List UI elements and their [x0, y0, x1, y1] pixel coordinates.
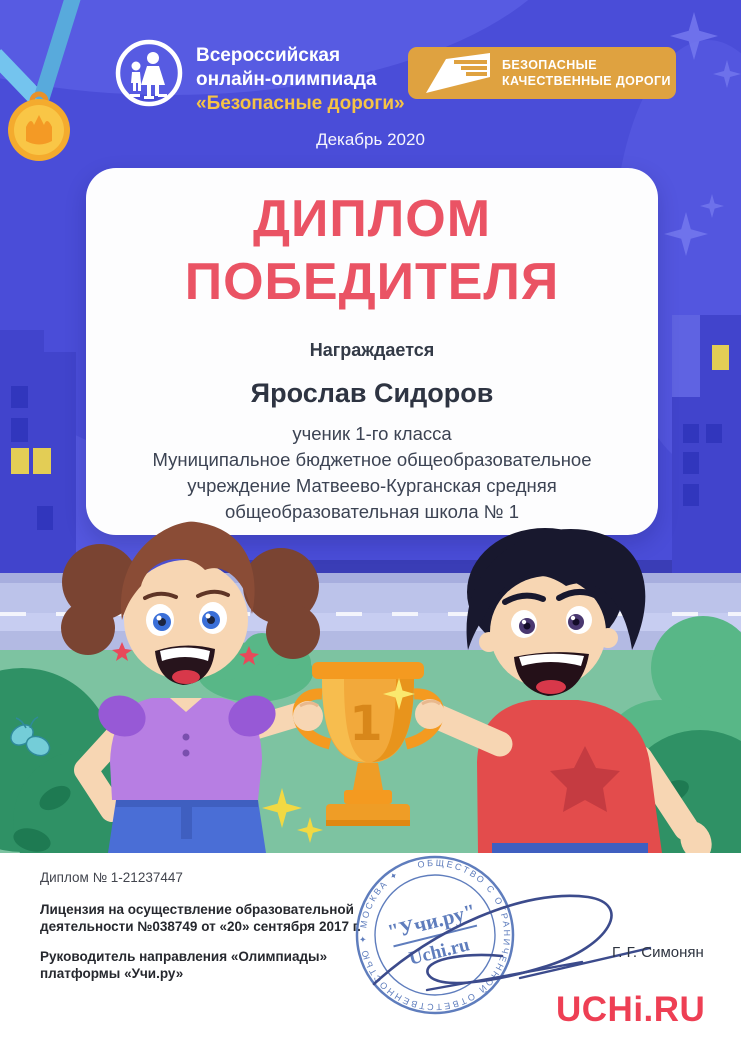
- lit-window: [33, 448, 51, 474]
- grade-line: ученик 1-го класса: [292, 423, 452, 444]
- olympiad-title-line1: Всероссийская: [196, 45, 341, 66]
- license-text: [40, 901, 361, 935]
- olympiad-logo-icon: [114, 38, 184, 108]
- school-line2: учреждение Матвеево-Курганская средняя: [187, 475, 557, 496]
- sparkle-icon: [297, 817, 323, 843]
- stamp-center-line2: Uchi.ru: [406, 934, 472, 970]
- signatory-role: [40, 948, 327, 982]
- sparkle-icon: [262, 788, 302, 828]
- national-projects-flag-icon: [424, 51, 492, 95]
- lit-window: [712, 345, 729, 370]
- girl-hand: [293, 701, 323, 731]
- boy-hand: [415, 699, 445, 729]
- stamp-center-line1: "Учи.ру": [385, 898, 479, 944]
- olympiad-title: [196, 44, 405, 116]
- date-label: Декабрь 2020: [316, 130, 425, 149]
- national-project-badge: [408, 47, 676, 99]
- diploma-title-line1: ДИПЛОМ: [252, 190, 492, 248]
- lit-window: [11, 448, 29, 474]
- license-line2: деятельности №038749 от «20» сентября 2017 г.: [40, 919, 361, 934]
- diploma-number: Диплом № 1-21237447: [40, 870, 183, 885]
- olympiad-title-line2: онлайн-олимпиада: [196, 69, 377, 90]
- awarded-label: Награждается: [309, 340, 435, 360]
- school-line1: Муниципальное бюджетное общеобразовательное: [152, 449, 592, 470]
- school-line3: общеобразовательная школа № 1: [224, 501, 520, 522]
- badge-text: [502, 57, 671, 89]
- stamp-ring-text: ОБЩЕСТВО С ОГРАНИЧЕННОЙ ОТВЕТСТВЕННОСТЬЮ ✦ МОСКВА ✦: [357, 857, 513, 1013]
- illustration-scene: [0, 493, 741, 853]
- trophy-icon: [293, 662, 445, 826]
- diploma-title-line2: ПОБЕДИТЕЛЯ: [184, 253, 560, 311]
- earring: [112, 642, 132, 661]
- certificate-card: [86, 168, 658, 535]
- role-line2: платформы «Учи.ру»: [40, 966, 184, 981]
- badge-line2: КАЧЕСТВЕННЫЕ ДОРОГИ: [502, 74, 671, 88]
- recipient-name: Ярослав Сидоров: [250, 378, 494, 408]
- diploma-title: [86, 188, 658, 314]
- role-line1: Руководитель направления «Олимпиады»: [40, 949, 328, 964]
- badge-line1: БЕЗОПАСНЫЕ: [502, 58, 598, 72]
- signature: [352, 862, 672, 1002]
- trophy-number: 1: [349, 696, 383, 752]
- uchi-ru-logo: UCHi.RU: [556, 990, 706, 1029]
- license-line1: Лицензия на осуществление образовательной: [40, 902, 354, 917]
- olympiad-title-line3: «Безопасные дороги»: [196, 93, 405, 114]
- signatory-name: Г. Г. Симонян: [612, 944, 704, 961]
